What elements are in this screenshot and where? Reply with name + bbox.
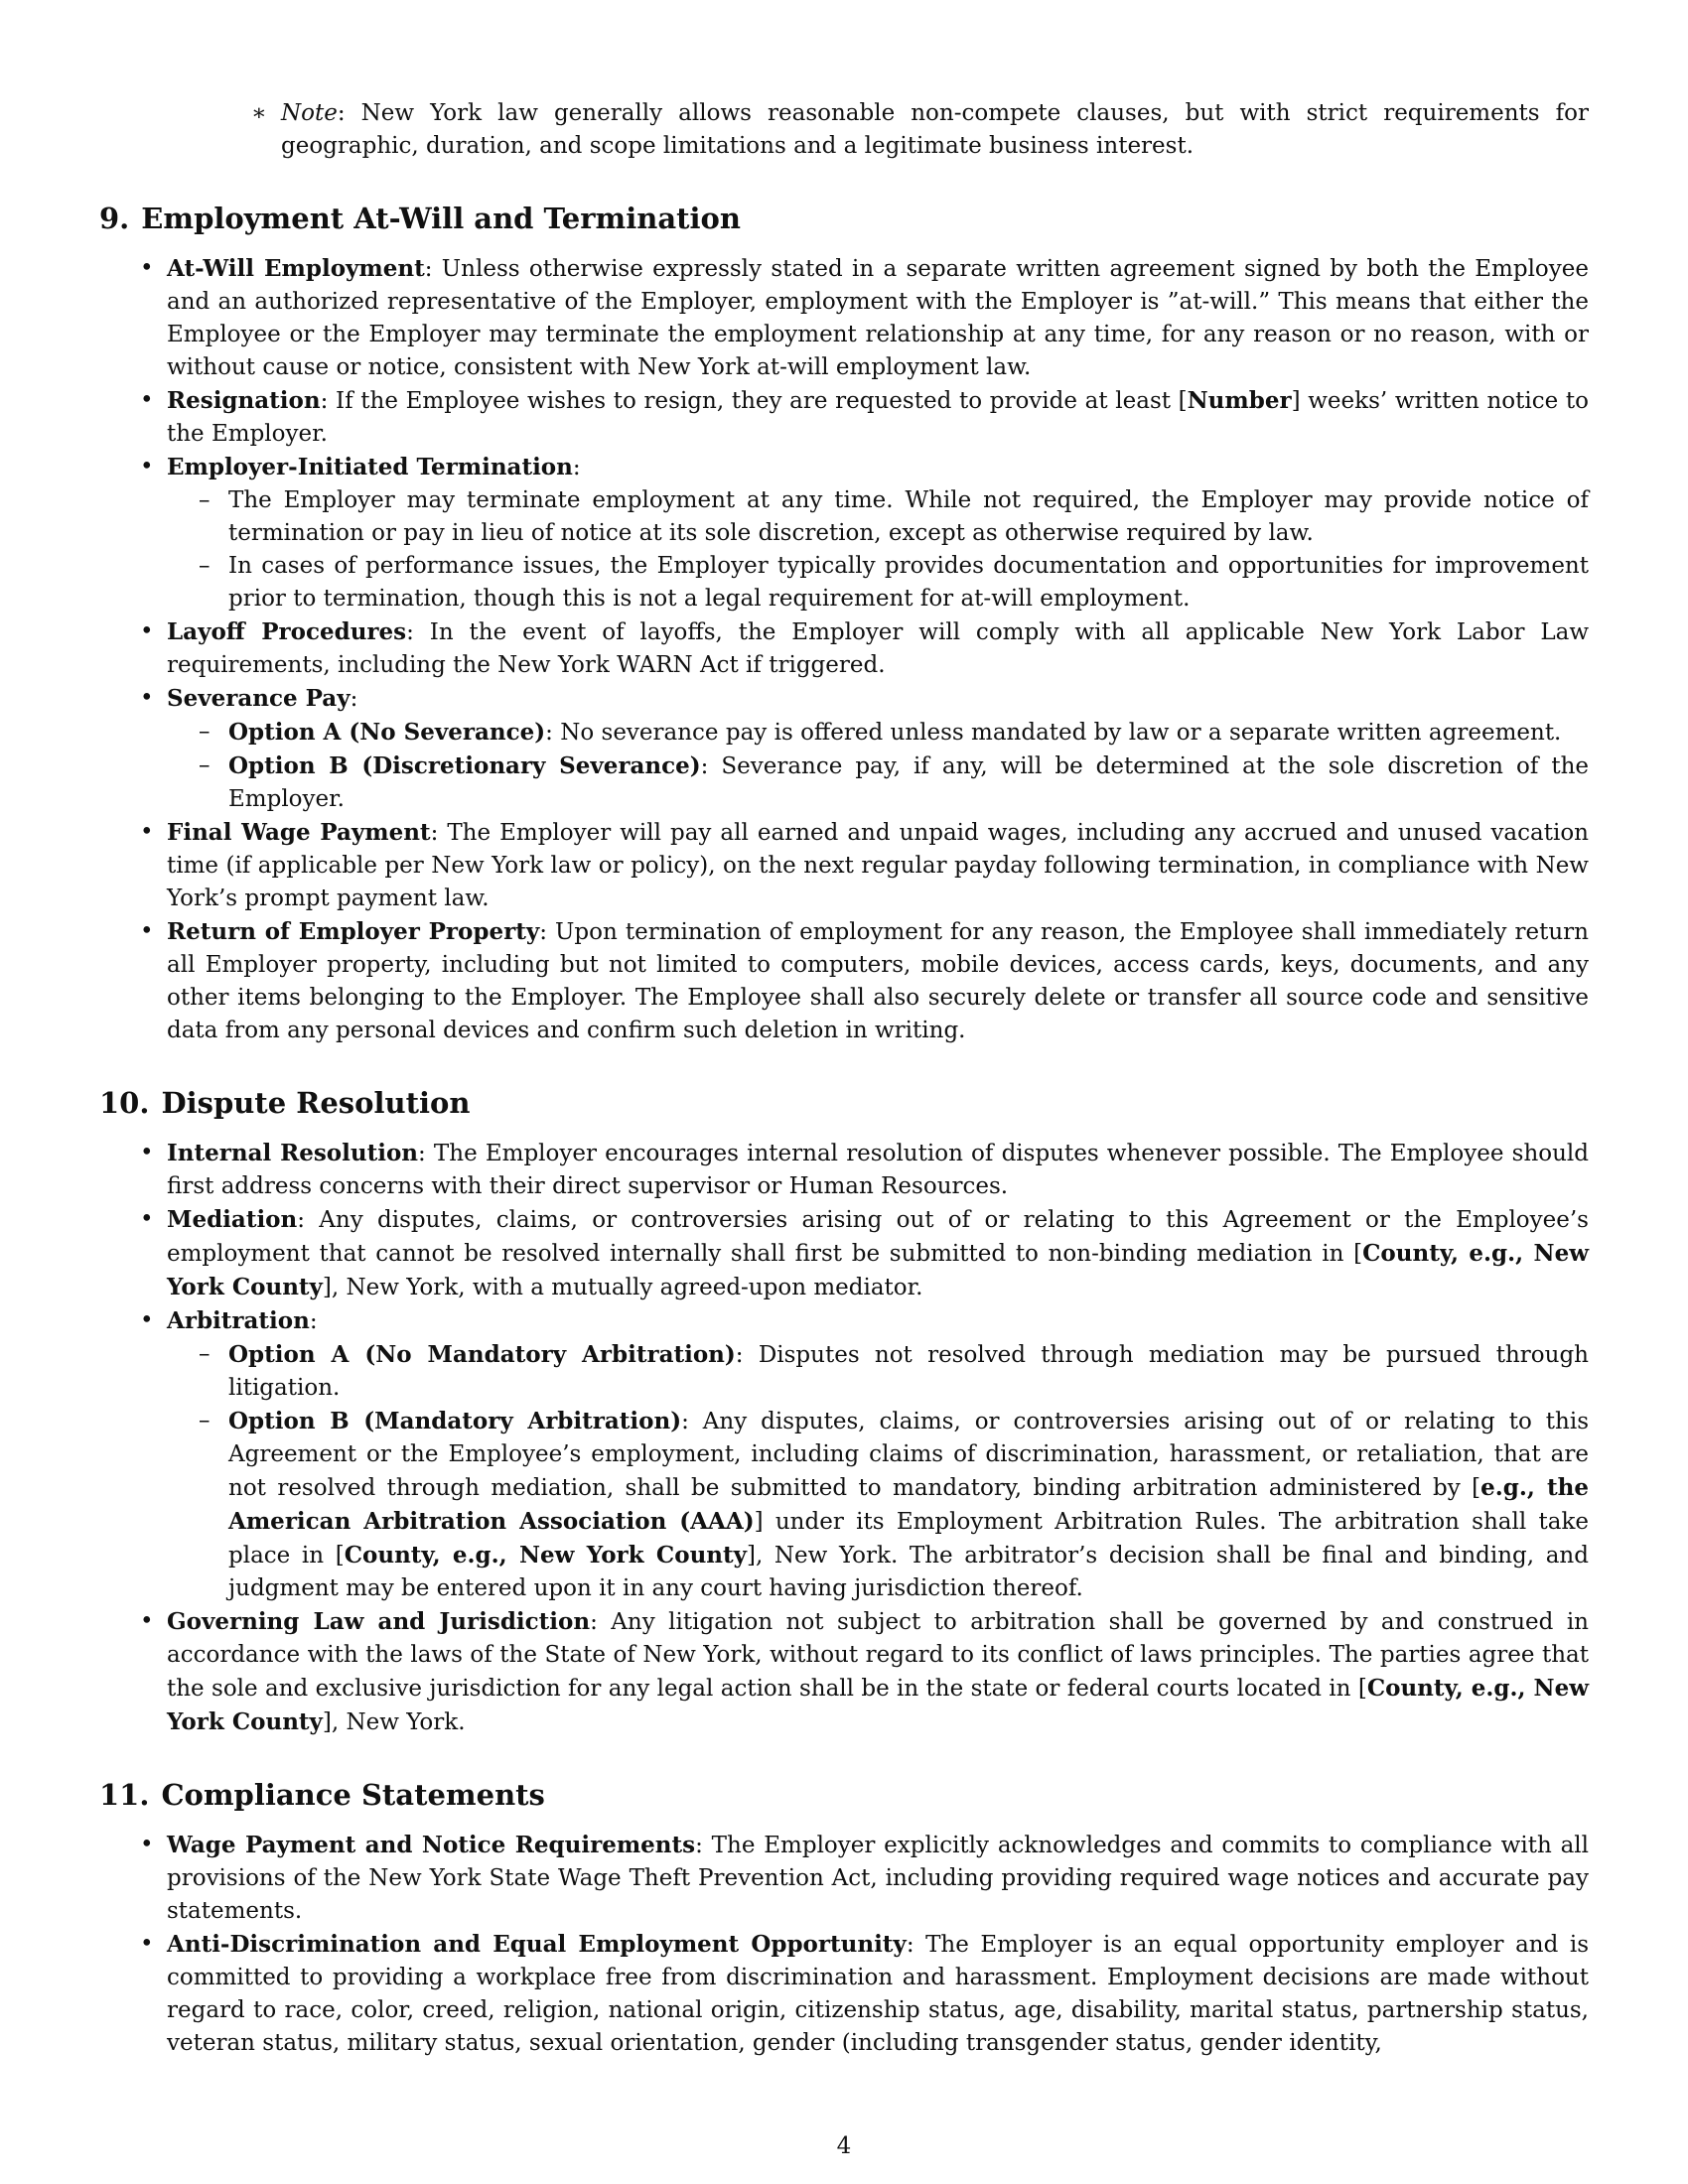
page-number: 4	[836, 2133, 852, 2159]
section-number: 10.	[99, 1086, 150, 1120]
bullet-icon: •	[140, 1608, 154, 1634]
section-list	[99, 1137, 1589, 1739]
list-item	[140, 915, 1589, 1047]
subitem-text-after: ], New York. The arbitrator’s decision shall be final and binding, and judgment may be entered upon it in any court having jurisdiction thereof.	[228, 1543, 1589, 1601]
placeholder-text: County, e.g., New York County	[167, 1240, 1589, 1300]
bullet-icon: •	[140, 1140, 154, 1165]
note-text: : New York law generally allows reasonable non-compete clauses, but with strict requirements for geographic, duration, and scope limitations and a legitimate business interest.	[281, 100, 1589, 159]
dash-bullet-icon: –	[199, 1341, 211, 1367]
item-text: :	[572, 455, 581, 480]
asterisk-bullet-icon: ∗	[251, 100, 267, 126]
item-text-after: ], New York.	[322, 1709, 466, 1735]
item-label: Anti-Discrimination and Equal Employment Opportunity	[167, 1931, 907, 1958]
bullet-icon: •	[140, 1931, 154, 1957]
placeholder-text: e.g., the American Arbitration Association (AAA)	[228, 1474, 1589, 1535]
subitem-text: The Employer may terminate employment at any time. While not required, the Employer may provide notice of termination or pay in lieu of notice at its sole discretion, except as otherwise required by law.	[228, 487, 1589, 546]
placeholder-text: Number	[1187, 387, 1292, 414]
item-text-after: ], New York, with a mutually agreed-upon mediator.	[322, 1275, 923, 1300]
item-text: : If the Employee wishes to resign, they are requested to provide at least [	[320, 388, 1188, 414]
sub-list-item	[199, 750, 1589, 816]
bullet-icon: •	[140, 1832, 154, 1857]
bullet-icon: •	[140, 819, 154, 845]
list-item	[140, 816, 1589, 915]
section-title: Compliance Statements	[161, 1778, 545, 1812]
dash-bullet-icon: –	[199, 719, 211, 745]
list-item	[140, 451, 1589, 615]
item-text: :	[350, 686, 358, 712]
dash-bullet-icon: –	[199, 553, 211, 579]
item-text: : Upon termination of employment for any reason, the Employee shall immediately return all Employer property, including but not limited to computers, mobile devices, access cards, keys, documents, and any other items belonging to the Employer. The Employee shall also securely delete or transfer all source code and sensitive data from any personal devices and confirm such deletion in writing.	[167, 919, 1589, 1043]
item-label: Final Wage Payment	[167, 819, 431, 846]
list-item	[140, 1928, 1589, 2060]
page-content	[99, 97, 1589, 2060]
subitem-text-mid: ] under its Employment Arbitration Rules. The arbitration shall take place in [	[228, 1509, 1589, 1569]
section-number: 9.	[99, 202, 130, 235]
note-label: Note	[281, 100, 338, 126]
bullet-icon: •	[140, 255, 154, 281]
list-item	[140, 1829, 1589, 1928]
item-text: : The Employer will pay all earned and unpaid wages, including any accrued and unused vacation time (if applicable per New York law or policy), on the next regular payday following termination, in compliance with New York’s prompt payment law.	[167, 820, 1589, 911]
sub-list	[167, 1338, 1589, 1605]
subitem-text: In cases of performance issues, the Employer typically provides documentation and opportunities for improvement prior to termination, though this is not a legal requirement for at-will employment.	[228, 553, 1589, 612]
dash-bullet-icon: –	[199, 752, 211, 778]
subitem-text: : No severance pay is offered unless mandated by law or a separate written agreement.	[545, 720, 1562, 746]
item-label: Severance Pay	[167, 685, 351, 712]
item-text: : Unless otherwise expressly stated in a separate written agreement signed by both the Employee and an authorized representative of the Employer, employment with the Employer is ”at-will.” This means that either the Employee or the Employer may terminate the employment relationship at any time, for any reason or no reason, with or without cause or notice, consistent with New York at-will employment law.	[167, 256, 1589, 380]
subitem-text: : Disputes not resolved through mediation may be pursued through litigation.	[228, 1342, 1589, 1401]
section-title: Employment At-Will and Termination	[141, 202, 741, 235]
list-item	[140, 1304, 1590, 1605]
item-label: At-Will Employment	[167, 255, 425, 282]
item-label: Resignation	[167, 387, 321, 414]
placeholder-text: County, e.g., New York County	[167, 1675, 1589, 1735]
item-label: Wage Payment and Notice Requirements	[167, 1832, 696, 1858]
dash-bullet-icon: –	[199, 1408, 211, 1433]
item-label: Internal Resolution	[167, 1140, 419, 1166]
sub-list-item	[199, 550, 1589, 615]
section-title: Dispute Resolution	[161, 1086, 471, 1120]
section-heading	[99, 201, 1589, 236]
bullet-icon: •	[140, 685, 154, 711]
item-label: Return of Employer Property	[167, 918, 540, 945]
item-label: Arbitration	[167, 1307, 310, 1334]
sub-list	[167, 716, 1589, 816]
list-item	[140, 615, 1590, 682]
item-text: :	[309, 1308, 318, 1334]
list-item	[140, 384, 1589, 451]
sub-list-item	[199, 716, 1589, 750]
section-number: 11.	[99, 1778, 150, 1812]
list-item	[140, 252, 1589, 384]
bullet-icon: •	[140, 454, 154, 479]
item-text: : The Employer explicitly acknowledges and commits to compliance with all provisions of the New York State Wage Theft Prevention Act, including providing required wage notices and accurate pay statements.	[167, 1833, 1589, 1924]
section-list	[99, 1829, 1589, 2060]
item-text: : Any disputes, claims, or controversies arising out of or relating to this Agreement or the Employee’s employment that cannot be resolved internally shall first be submitted to non-binding mediation in [	[167, 1207, 1589, 1267]
list-item	[140, 1137, 1590, 1203]
list-item	[140, 1203, 1589, 1304]
subitem-text: : Any disputes, claims, or controversies arising out of or relating to this Agreement or the Employee’s employment, including claims of discrimination, harassment, or retaliation, that are not resolved through mediation, shall be submitted to mandatory, binding arbitration administered by [	[228, 1409, 1590, 1501]
subitem-label: Option B (Discretionary Severance)	[228, 752, 701, 779]
section-list	[99, 252, 1589, 1047]
dash-bullet-icon: –	[199, 487, 211, 513]
item-text: : Any litigation not subject to arbitration shall be governed by and construed in accordance with the laws of the State of New York, without regard to its conflict of laws principles. The parties agree that the sole and exclusive jurisdiction for any legal action shall be in the state or federal courts located in [	[167, 1609, 1589, 1702]
bullet-icon: •	[140, 1307, 154, 1333]
subitem-label: Option B (Mandatory Arbitration)	[228, 1408, 682, 1434]
item-label: Mediation	[167, 1206, 298, 1233]
subitem-label: Option A (No Severance)	[228, 719, 546, 746]
list-item	[140, 682, 1589, 816]
subitem-text: : Severance pay, if any, will be determined at the sole discretion of the Employer.	[228, 753, 1589, 812]
bullet-icon: •	[140, 1206, 154, 1232]
placeholder-text: County, e.g., New York County	[344, 1542, 747, 1569]
item-label: Governing Law and Jurisdiction	[167, 1608, 591, 1635]
subitem-label: Option A (No Mandatory Arbitration)	[228, 1341, 736, 1368]
sub-list-item	[199, 1405, 1590, 1605]
sub-list-item	[199, 484, 1589, 550]
item-label: Employer-Initiated Termination	[167, 454, 573, 480]
section-heading	[99, 1777, 1589, 1813]
sub-list	[167, 484, 1589, 615]
item-label: Layoff Procedures	[167, 618, 407, 645]
section-heading	[99, 1085, 1589, 1121]
bullet-icon: •	[140, 618, 154, 644]
list-item	[140, 1605, 1589, 1739]
item-text: : The Employer encourages internal resolution of disputes whenever possible. The Employee should first address concerns with their direct supervisor or Human Resources.	[167, 1141, 1590, 1199]
sub-list-item	[199, 1338, 1589, 1405]
bullet-icon: •	[140, 387, 154, 413]
item-text: : In the event of layoffs, the Employer will comply with all applicable New York Labor Law requirements, including the New York WARN Act if triggered.	[167, 619, 1590, 678]
item-text: : The Employer is an equal opportunity employer and is committed to providing a workplace free from discrimination and harassment. Employment decisions are made without regard to race, color, creed, religion, national origin, citizenship status, age, disability, marital status, partnership status, veteran status, military status, sexual orientation, gender (including transgender status, gender identity,	[167, 1932, 1589, 2056]
item-text-after: ] weeks’ written notice to the Employer.	[167, 388, 1589, 447]
note-item	[251, 97, 1589, 163]
bullet-icon: •	[140, 918, 154, 944]
